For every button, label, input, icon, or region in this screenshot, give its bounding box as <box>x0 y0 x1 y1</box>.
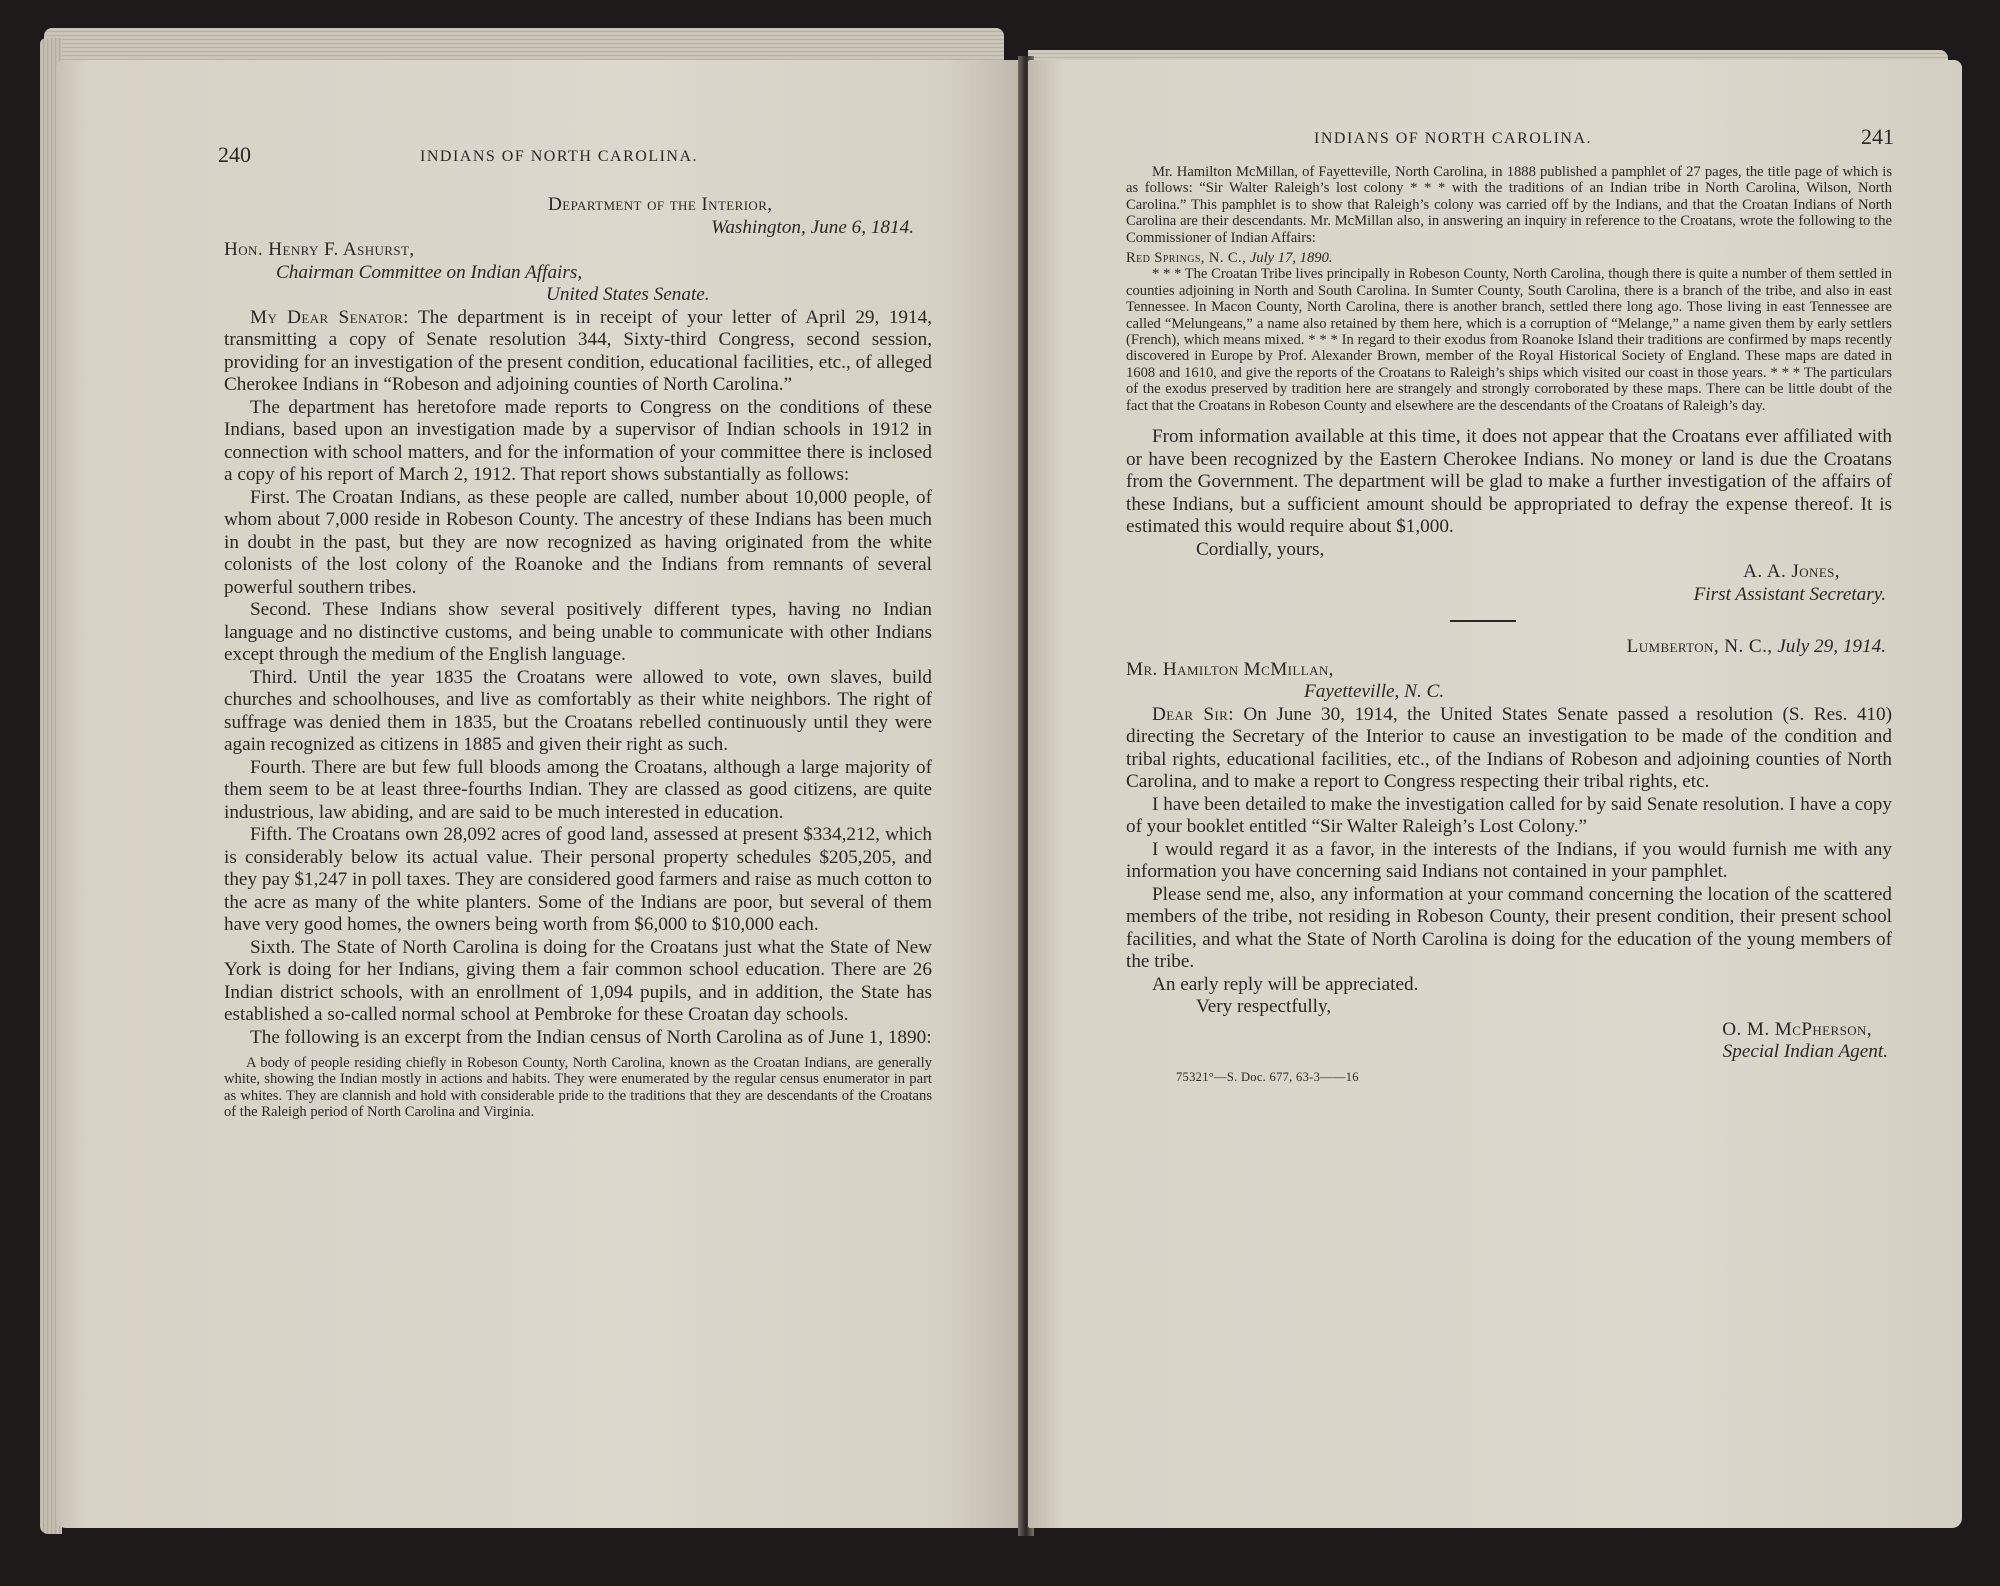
addressee-name: Hon. Henry F. Ashurst, <box>224 239 415 260</box>
letter-paragraph-fifth: Fifth. The Croatans own 28,092 acres of good land, assessed at present $334,212, which is considerably below its actual value. Their personal property schedules $205,205, and they pay $1,247 in poll taxes. They are considered good farmers and raise as much cotton to the acre as many of the white planters. Some of the Indians are poor, but several of them have very good homes, the owners being worth from $6,000 to $10,000 each. <box>224 824 932 935</box>
census-excerpt: A body of people residing chiefly in Robeson County, North Carolina, known as the Croatan Indians, are generally white, showing the Indian mostly in actions and habits. They were enumerated by the regular census enumerator in part as whites. They are clannish and hold with considerable pride to the traditions that they are descendants of the Croatans of the Raleigh period of North Carolina and Virginia. <box>224 1055 932 1121</box>
left-page <box>56 60 1024 1528</box>
letter2-closing: Very respectfully, <box>1196 996 1332 1018</box>
letter2-paragraph-1 <box>1126 704 1892 794</box>
left-running-title: INDIANS OF NORTH CAROLINA. <box>420 148 699 165</box>
addressee-title: Chairman Committee on Indian Affairs, <box>276 261 583 283</box>
page-edges-top-left <box>44 28 1004 62</box>
letter-paragraph-census-intro: The following is an excerpt from the Indian census of North Carolina as of June 1, 1890: <box>250 1026 932 1048</box>
addressee-org: United States Senate. <box>546 284 710 305</box>
mcmillan-quote: * * * The Croatan Tribe lives principally in Robeson County, North Carolina, though there is quite a number of them settled in counties adjoining in North and South Carolina. In Sumter County, South Carolina, there is a branch of the tribe, and also in east Tennessee. In Macon County, North Carolina, there is another branch, settled there long ago. Those living in east Tennessee are called “Melungeans,” a name also retained by them here, which is a corruption of “Melange,” a name given them by early settlers (French), which means mixed. * * * In regard to their exodus from Roanoke Island their traditions are confirmed by maps recently discovered in Europe by Prof. Alexander Brown, member of the Royal Historical Society of England. These maps are dated in 1608 and 1610, and give the reports of the Croatans to Raleigh’s ships which visited our coast in those years. * * * The particulars of the exodus preserved by tradition here are strangely and strongly corroborated by these maps. There can be little doubt of the fact that the Croatans in Robeson County and elsewhere are the descendants of the Croatans of Raleigh’s day. <box>1126 266 1892 414</box>
salutation: My Dear Senator: <box>250 306 409 328</box>
quote-dateline <box>1126 250 1892 266</box>
letter-paragraph-second: Second. These Indians show several positively different types, having no Indian language and no distinctive customs, and being unable to communicate with other Indians except through the medium of the English language. <box>224 599 932 665</box>
left-running-head <box>218 142 932 182</box>
signer-title: First Assistant Secretary. <box>1693 583 1886 605</box>
letter-paragraph-1 <box>224 307 932 397</box>
letter2-addressee-place: Fayetteville, N. C. <box>1304 681 1445 703</box>
right-page <box>1028 60 1962 1528</box>
letter2-paragraph-4: Please send me, also, any information at your command concerning the location of the scattered members of the tribe, not residing in Robeson County, their present condition, their present school facilities, and what the State of North Carolina is doing for the education of the young members of the tribe. <box>1126 883 1892 973</box>
letter2-addressee: Mr. Hamilton McMillan, <box>1126 658 1334 680</box>
right-running-title: INDIANS OF NORTH CAROLINA. <box>1314 130 1593 147</box>
quote-dateline-date: July 17, 1890. <box>1249 250 1333 267</box>
right-running-head <box>1126 124 1894 164</box>
letter2-dateline-date: July 29, 1914. <box>1777 636 1886 658</box>
letter2-salutation: Dear Sir: <box>1152 703 1234 725</box>
conclusion-paragraph: From information available at this time, it does not appear that the Croatans ever affiliated with or have been recognized by the Eastern Cherokee Indians. No money or land is due the Croatans from the Government. The department will be glad to make a further investigation of the affairs of these Indians, but a sufficient amount should be appropriated to defray the expense thereof. It is estimated this would require about $1,000. <box>1126 426 1892 538</box>
letter2-dateline-place: Lumberton, N. C., <box>1626 636 1773 658</box>
paragraph-text: On June 30, 1914, the United States Senate passed a resolution (S. Res. 410) directing the Secretary of the Interior to cause an investigation to be made of the condition and tribal rights, educational facilities, etc., of the Indians of Robeson and adjoining counties of North Carolina, and to make a report to Congress respecting their tribal rights, etc. <box>1126 703 1893 793</box>
right-page-number: 241 <box>1861 124 1894 149</box>
letter-paragraph-sixth: Sixth. The State of North Carolina is doing for the Croatans just what the State of New York is doing for her Indians, giving them a fair common school education. There are 26 Indian district schools, with an enrollment of 1,094 pupils, and in addition, the State has established a so-called normal school at Pembroke for these Croatan day schools. <box>224 936 932 1025</box>
intro-paragraph: Mr. Hamilton McMillan, of Fayetteville, North Carolina, in 1888 published a pamphlet of 27 pages, the title page of which is as follows: “Sir Walter Raleigh’s lost colony * * * with the traditions of an Indian tribe in North Carolina, Wilson, North Carolina.” This pamphlet is to show that Raleigh’s colony was carried off by the Indians, and that the Croatan Indians of North Carolina are their descendants. Mr. McMillan also, in answering an inquiry in reference to the Croatans, wrote the following to the Commissioner of Indian Affairs: <box>1126 164 1892 246</box>
letter-paragraph-2: The department has heretofore made reports to Congress on the conditions of these Indians, based upon an investigation made by a supervisor of Indian schools in 1912 in connection with school matters, and for the information of your committee there is inclosed a copy of his report of March 2, 1912. That report shows substantially as follows: <box>224 396 932 485</box>
letter-paragraph-first: First. The Croatan Indians, as these people are called, number about 10,000 people, of whom about 7,000 reside in Robeson County. The ancestry of these Indians has been much in doubt in the past, but they are now recognized as having originated from the white colonists of the lost colony of the Roanoke and the Indians from remnants of several powerful southern tribes. <box>224 486 932 598</box>
closing: Cordially, yours, <box>1196 538 1325 560</box>
letter2-paragraph-2: I have been detailed to make the investigation called for by said Senate resolution. I have a copy of your booklet entitled “Sir Walter Raleigh’s Lost Colony.” <box>1126 793 1892 838</box>
quote-dateline-place: Red Springs, N. C., <box>1126 250 1247 267</box>
letter-paragraph-fourth: Fourth. There are but few full bloods among the Croatans, although a large majority of them seem to be at least three-fourths Indian. They are classed as good citizens, are quite industrious, law abiding, and are said to be much interested in education. <box>224 756 932 823</box>
footer-code: 75321°—S. Doc. 677, 63-3——16 <box>1176 1069 1359 1084</box>
letter-from: Department of the Interior, <box>548 194 773 215</box>
signer-name: A. A. Jones, <box>1743 561 1840 583</box>
letter-paragraph-third: Third. Until the year 1835 the Croatans were allowed to vote, own slaves, build churches and schoolhouses, and live as comfortably as their white neighbors. The right of suffrage was denied them in 1835, but the Croatans rebelled continuously until they were again recognized as citizens in 1885 and given their right as such. <box>224 666 932 755</box>
paragraph-text: The department is in receipt of your letter of April 29, 1914, transmitting a copy of Senate resolution 344, Sixty-third Congress, second session, providing for an investigation of the present condition, educational facilities, etc., of alleged Cherokee Indians in “Robeson and adjoining counties of North Carolina.” <box>224 306 932 395</box>
letter2-dateline <box>1126 636 1892 659</box>
letter-dateline: Washington, June 6, 1814. <box>711 216 914 238</box>
section-divider <box>1450 620 1516 622</box>
letter2-signer-title: Special Indian Agent. <box>1722 1041 1888 1063</box>
left-page-number: 240 <box>218 142 251 167</box>
letter2-signer-name: O. M. McPherson, <box>1722 1018 1872 1040</box>
letter2-paragraph-3: I would regard it as a favor, in the interests of the Indians, if you would furnish me with any information you have concerning said Indians not contained in your pamphlet. <box>1126 838 1892 883</box>
letter2-paragraph-5: An early reply will be appreciated. <box>1152 973 1419 995</box>
